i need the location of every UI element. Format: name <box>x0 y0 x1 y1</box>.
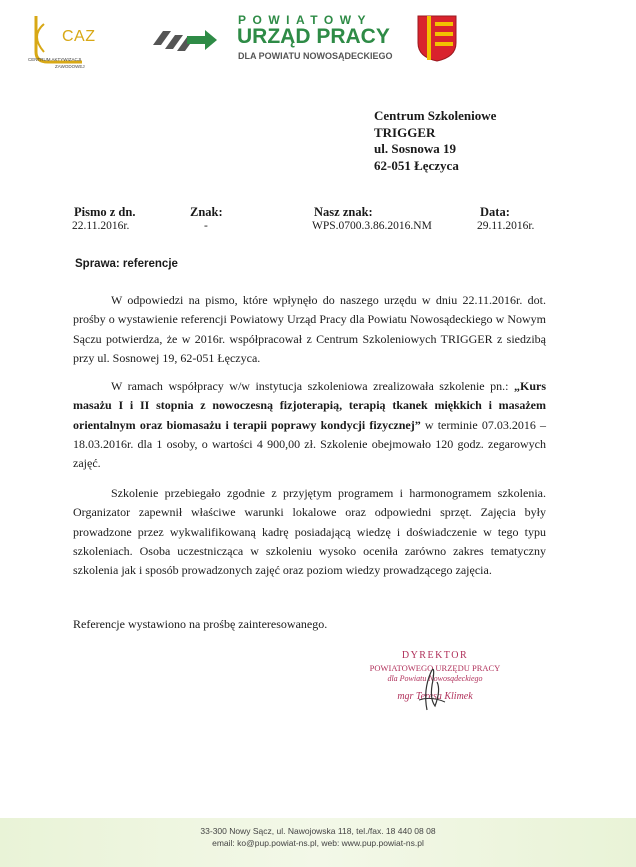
recipient-line: Centrum Szkoleniowe <box>374 108 497 123</box>
data-label: Data: <box>480 205 510 219</box>
stamp-name: mgr Teresa Klimek <box>397 691 473 702</box>
pismo-label: Pismo z dn. <box>74 205 136 219</box>
caz-logo-text: CAZ <box>62 28 96 45</box>
recipient-line: TRIGGER <box>374 124 436 140</box>
body-paragraph-2: W ramach współpracy w/w instytucja szkoleniowa zrealizowała szkolenie pn.: „Kurs masażu I i II stopnia z nowoczesną fizjoterapią, terapią tkanek miękkich i masażem orientalnym oraz biomasażu i terapii poprawy kondycji fizycznej” w terminie 07.03.2016 – 18.03.2016r. dla 1 osoby, o wartości 4 900,00 zł. Szkolenie obejmowało 120 godz. zegarowych zajęć. <box>73 379 546 471</box>
znak-label: Znak: <box>190 205 223 219</box>
coat-of-arms-icon <box>417 15 457 62</box>
body-paragraph-4: Referencje wystawiono na prośbę zainteresowanego. <box>73 617 328 631</box>
caz-subtitle-2: ZAWODOWEJ <box>55 64 85 69</box>
recipient-line: 62-051 Łęczyca <box>374 157 459 173</box>
footer-address: 33-300 Nowy Sącz, ul. Nawojowska 118, tel./fax. 18 440 08 08 <box>200 826 436 836</box>
body-paragraph-1: W odpowiedzi na pismo, które wpłynęło do naszego urzędu w dniu 22.11.2016r. dot. prośby o wystawienie referencji Powiatowy Urząd Pracy dla Powiatu Nowosądeckiego w Nowym Sączu potwierdza, że w 2016r. współpracował z Centrum Szkoleniowych TRIGGER z siedzibą przy ul. Sosnowej 19, 62-051 Łęczyca. <box>73 293 546 365</box>
znak-value: - <box>204 220 208 232</box>
pismo-value: 22.11.2016r. <box>72 220 130 232</box>
nasz-znak-value: WPS.0700.3.86.2016.NM <box>312 220 432 232</box>
data-value: 29.11.2016r. <box>477 220 535 232</box>
body-paragraph-3: Szkolenie przebiegało zgodnie z przyjętym programem i harmonogramem szkolenia. Organizator zapewnił właściwe warunki lokalowe oraz odpowiedni sprzęt. Zajęcia były prowadzone przez wykwalifikowaną kadrę posiadającą wiedzę i doświadczenie w tego typu szkoleniach. Osoba uczestnicząca w szkoleniu wysoko oceniła zarówno zakres tematyczny szkolenia jak i sposób prowadzonych zajęć oraz poziom wiedzy prowadzącego zajęcia. <box>73 486 546 578</box>
recipient-line: ul. Sosnowa 19 <box>374 141 456 156</box>
pup-name-line3: DLA POWIATU NOWOSĄDECKIEGO <box>238 51 393 61</box>
nasz-znak-label: Nasz znak: <box>314 205 373 219</box>
subject-line: Sprawa: referencje <box>75 258 178 270</box>
stamp-title: DYREKTOR <box>401 650 469 661</box>
footer-contact: email: ko@pup.powiat-ns.pl, web: www.pup.powiat-ns.pl <box>212 838 424 848</box>
stamp-org: POWIATOWEGO URZĘDU PRACY <box>369 663 501 673</box>
signature-icon <box>405 660 455 715</box>
stamp-district: dla Powiatu Nowosądeckiego <box>387 674 483 683</box>
pup-arrow-icon <box>153 27 217 53</box>
pup-name-line2: URZĄD PRACY <box>237 25 390 48</box>
caz-subtitle-1: CENTRUM AKTYWIZACJI <box>28 57 82 62</box>
course-title: „Kurs masażu I i II stopnia z nowoczesną fizjoterapią, terapią tkanek miękkich i masażem orientalnym oraz biomasażu i terapii poprawy kondycji fizycznej” <box>73 379 546 432</box>
pup-name-line1: POWIATOWY <box>238 13 373 27</box>
recipient-address <box>374 108 496 174</box>
